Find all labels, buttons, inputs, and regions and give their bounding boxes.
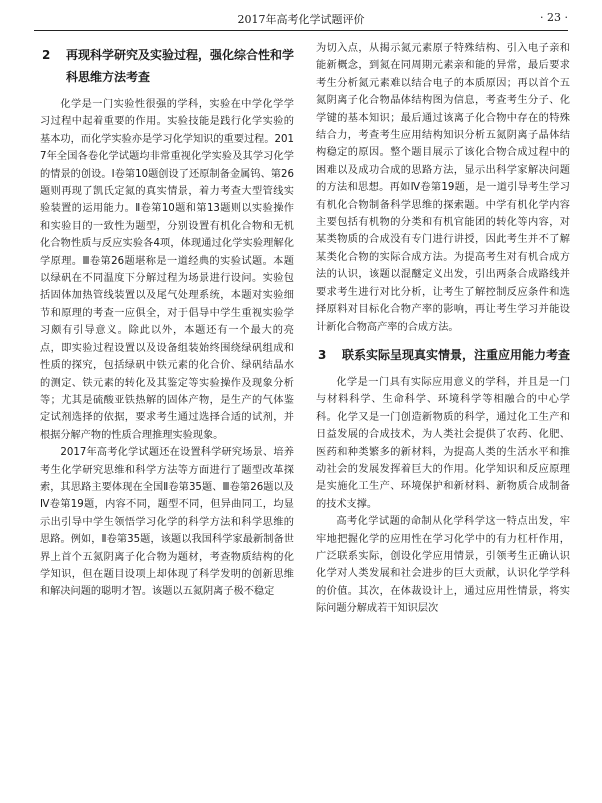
section-3-heading: [316, 344, 570, 366]
body-paragraph: 2017年高考化学试题还在设置科学研究场景、培养考生化学研究思维和科学方法等方面进行了题型改革探索，其思路主要体现在全国Ⅱ卷第35题、Ⅲ卷第26题以及Ⅳ卷第19题，内容不同，题型不同，但异曲同工，均显示出引导中学生领悟学习化学的科学方法和科学思维的思路。例如，Ⅱ卷第35题，该题以我国科学家最新制备世界上首个五氮阴离子化合物为题材，考查物质结构的化学知识，但在题目设项上却体现了科学发明的创新思维和解决问题的聪明才智。该题以五氮阴离子极不稳定: [40, 447, 294, 598]
section-3-number: 3: [318, 347, 327, 362]
running-header: [34, 8, 568, 31]
body-paragraph-continued: 为切入点，从揭示氮元素原子特殊结构、引入电子亲和能新概念，到氮在同周期元素亲和能的异常，最后要求考生分析氮元素难以结合电子的本质原因；再以首个五氮阴离子化合物晶体结构图为信息，考查考生分子、化学键的基本知识；最后通过该离子化合物中存在的特殊结合力，考查考生应用结构知识分析五氮阴离子晶体结构稳定的原因。整个题目展示了该化合物合成过程中的困难以及成功合成的思路方法，显示出科学家解决问题的方法和思想。再如Ⅳ卷第19题，是一道引导考生学习有机化合物制备科学思维的探索题。中学有机化学内容主要包括有机物的分类和有机官能团的转化等内容，对某类物质的合成没有专门进行讲授，因此考生并不了解某类化合物的实际合成方法。为提高考生对有机合成方法的认识，该题以混醚定义出发，引出两条合成路线并要求考生进行对比分析，让考生了解控制反应条件和选择原料对目标化合物产率的影响，再让考生学习并能设计新化合物高产率的合成方法。: [316, 43, 570, 333]
section-3-title: 联系实际呈现真实情景，注重应用能力考查: [342, 347, 571, 362]
section-2-heading: [40, 44, 294, 88]
body-paragraph: 化学是一门实验性很强的学科，实验在中学化学学习过程中起着重要的作用。实验技能是践行化学实验的基本功，而化学实验亦是学习化学知识的重要过程。2017年全国各卷化学试题均非常重视化学实验及其学习化学的情景的创设。Ⅰ卷第10题创设了还原制备金属钨、第26题则再现了凯氏定氮的真实情景，着力考查大型管线实验装置的运用能力。Ⅱ卷第10题和第13题则以实验操作和实验目的一致性为题型，分别设置有机化合物和无机化合物性质与反应实验各4项，体现通过化学实验理解化学原理。Ⅲ卷第26题堪称是一道经典的实验试题。本题以绿矾在不同温度下分解过程为场景进行设问。实验包括固体加热管线装置以及尾气处理系统，本题对实验细节和原理的考查一应俱全，对于倡导中学生重视实验学习颇有引导意义。除此以外，本题还有一个最大的亮点，即实验过程设置以及设备组装始终围绕绿矾组成和性质的探究，包括绿矾中铁元素的化合价、绿矾结晶水的测定、铁元素的转化及其鉴定等实验操作及现象分析等；尤其是硫酸亚铁热解的固体产物，是生产的气体鉴定试剂选择的依据，要求考生通过选择合适的试剂，并根据分解产物的性质合理推理实验现象。: [40, 99, 294, 441]
journal-header-title: 2017年高考化学试题评价: [237, 13, 365, 26]
right-column: [316, 40, 570, 618]
section-2-number: 2: [42, 48, 51, 62]
left-column: [40, 44, 294, 601]
body-paragraph: 化学是一门具有实际应用意义的学科，并且是一门与材料科学、生命科学、环境科学等相融合的中心学科。化学又是一门创造新物质的科学，通过化工生产和日益发展的合成技术，为人类社会提供了农药、化肥、医药和种类繁多的新材料，为提高人类的生活水平和推动社会的发展发挥着巨大的作用。化学知识和反应原理是实施化工生产、环境保护和新材料、新物质合成制备的技术支撑。: [316, 376, 570, 510]
page-number: · 23 ·: [540, 11, 568, 24]
body-paragraph: 高考化学试题的命制从化学科学这一特点出发，牢牢地把握化学的应用性在学习化学中的有力杠杆作用，广泛联系实际，创设化学应用情景，引领考生正确认识化学对人类发展和社会进步的巨大贡献，认识化学学科的价值。其次，在体裁设计上，通过应用性情景，将实际问题分解成若干知识层次: [316, 516, 570, 615]
section-2-title: 再现科学研究及实验过程，强化综合性和学科思维方法考查: [66, 48, 295, 84]
